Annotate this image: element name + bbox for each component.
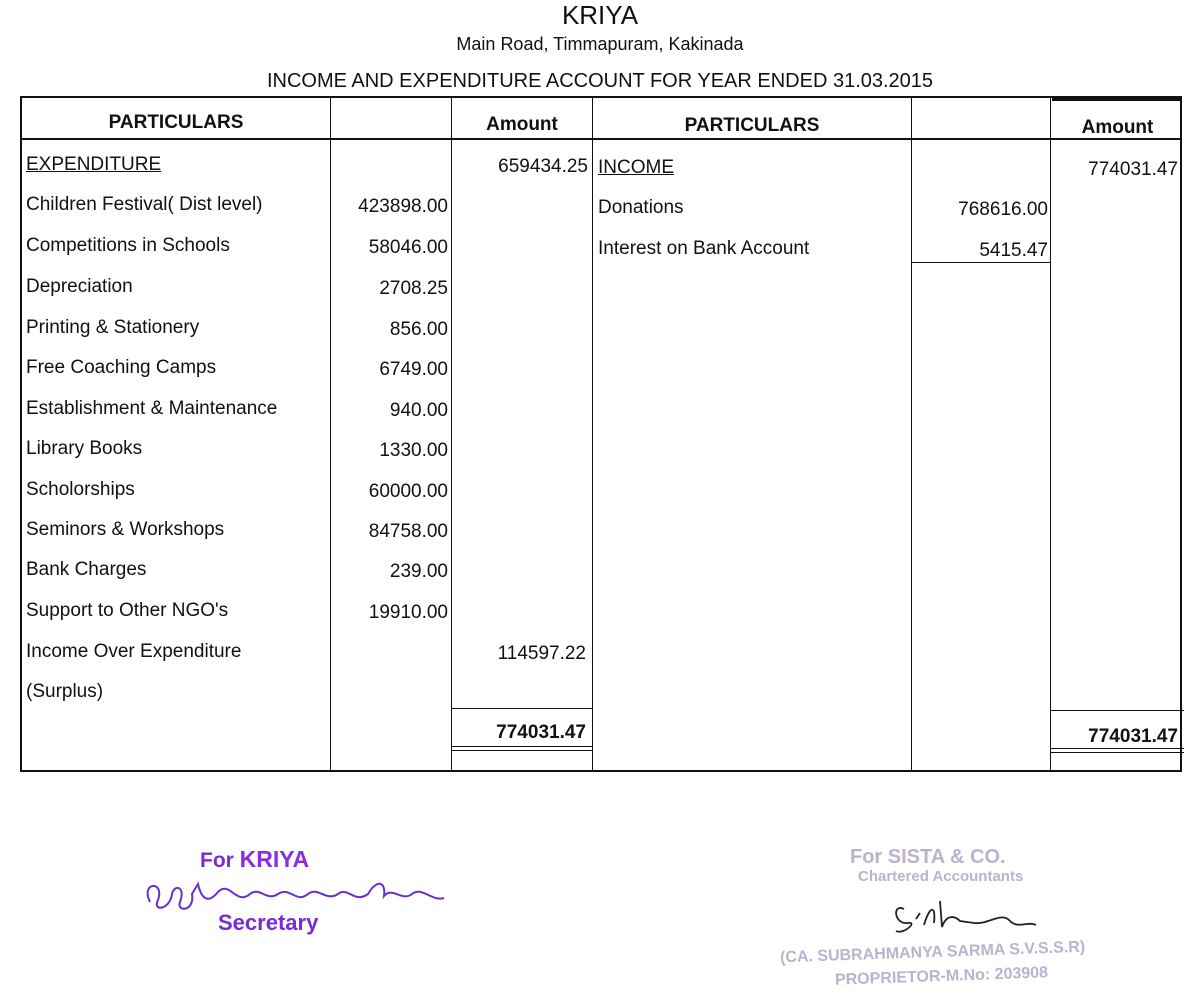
total-rule [451,708,592,709]
ledger-table [20,96,1182,772]
total-rule [1050,710,1184,711]
total-double-rule [451,746,592,747]
kriya-stamp [200,846,309,873]
auditor-stamp-subtitle: Chartered Accountants [858,868,1024,885]
column-divider [451,98,452,770]
header-rule [22,138,1180,140]
expenditure-item-label: Support to Other NGO's [26,600,229,621]
income-heading: INCOME [598,157,674,178]
expenditure-item-label: Printing & Stationery [26,317,200,338]
expenditure-heading-amount: 659434.25 [498,156,588,177]
auditor-stamp-title: For SISTA & CO. [850,846,1006,868]
left-particulars-header: PARTICULARS [108,112,244,133]
total-double-rule [1050,748,1184,749]
expenditure-item-amount: 239.00 [389,561,448,582]
subtotal-rule [911,262,1050,263]
auditor-name: (CA. SUBRAHMANYA SARMA S.V.S.S.R) [779,938,1086,967]
expenditure-item-label: Children Festival( Dist level) [26,194,263,215]
expenditure-heading: EXPENDITURE [26,154,162,175]
expenditure-item-label: Bank Charges [26,559,147,580]
expenditure-item-amount: 1330.00 [379,440,448,461]
expenditure-item-label: Seminors & Workshops [26,519,225,540]
expenditure-item-label: Competitions in Schools [26,235,230,256]
total-double-rule [451,750,592,751]
expenditure-item-amount: 60000.00 [368,481,448,502]
right-particulars-header: PARTICULARS [684,115,820,136]
expenditure-item-amount: 423898.00 [358,196,448,217]
income-item-amount: 768616.00 [958,199,1048,220]
expenditure-item-label: Free Coaching Camps [26,357,217,378]
expenditure-item-label: Depreciation [26,276,133,297]
expenditure-item-amount: 6749.00 [379,359,448,380]
income-total: 774031.47 [1088,726,1178,747]
expenditure-item-amount: 2708.25 [379,278,448,299]
kriya-stamp-prefix: For [200,849,234,872]
column-divider [1050,98,1051,770]
column-divider [592,98,593,770]
total-double-rule [1050,752,1184,753]
secretary-stamp: Secretary [218,910,319,935]
statement-title: INCOME AND EXPENDITURE ACCOUNT FOR YEAR ENDED 31.03.2015 [266,70,934,92]
expenditure-item-label: Library Books [26,438,143,459]
income-heading-amount: 774031.47 [1088,159,1178,180]
expenditure-item-amount: 856.00 [389,319,448,340]
expenditure-item-label: Establishment & Maintenance [26,398,278,419]
surplus-label: Income Over Expenditure [26,641,242,662]
expenditure-item-label: Scholorships [26,479,135,500]
kriya-stamp-name: KRIYA [239,846,310,872]
organization-name: KRIYA [561,0,639,30]
income-item-label: Interest on Bank Account [598,238,810,259]
income-item-amount: 5415.47 [979,240,1048,261]
expenditure-item-amount: 84758.00 [368,521,448,542]
surplus-amount: 114597.22 [497,643,586,664]
expenditure-item-amount: 58046.00 [368,237,448,258]
income-item-label: Donations [598,197,684,218]
header-rule [1052,98,1182,101]
auditor-signature-icon [890,895,1040,940]
auditor-membership: PROPRIETOR-M.No: 203908 [834,964,1049,989]
expenditure-total: 774031.47 [496,722,586,743]
expenditure-item-amount: 19910.00 [368,602,448,623]
right-amount-header: Amount [1081,117,1154,138]
organization-address: Main Road, Timmapuram, Kakinada [456,34,744,54]
surplus-label-continued: (Surplus) [26,681,104,702]
left-amount-header: Amount [486,114,558,135]
expenditure-item-amount: 940.00 [389,400,448,421]
